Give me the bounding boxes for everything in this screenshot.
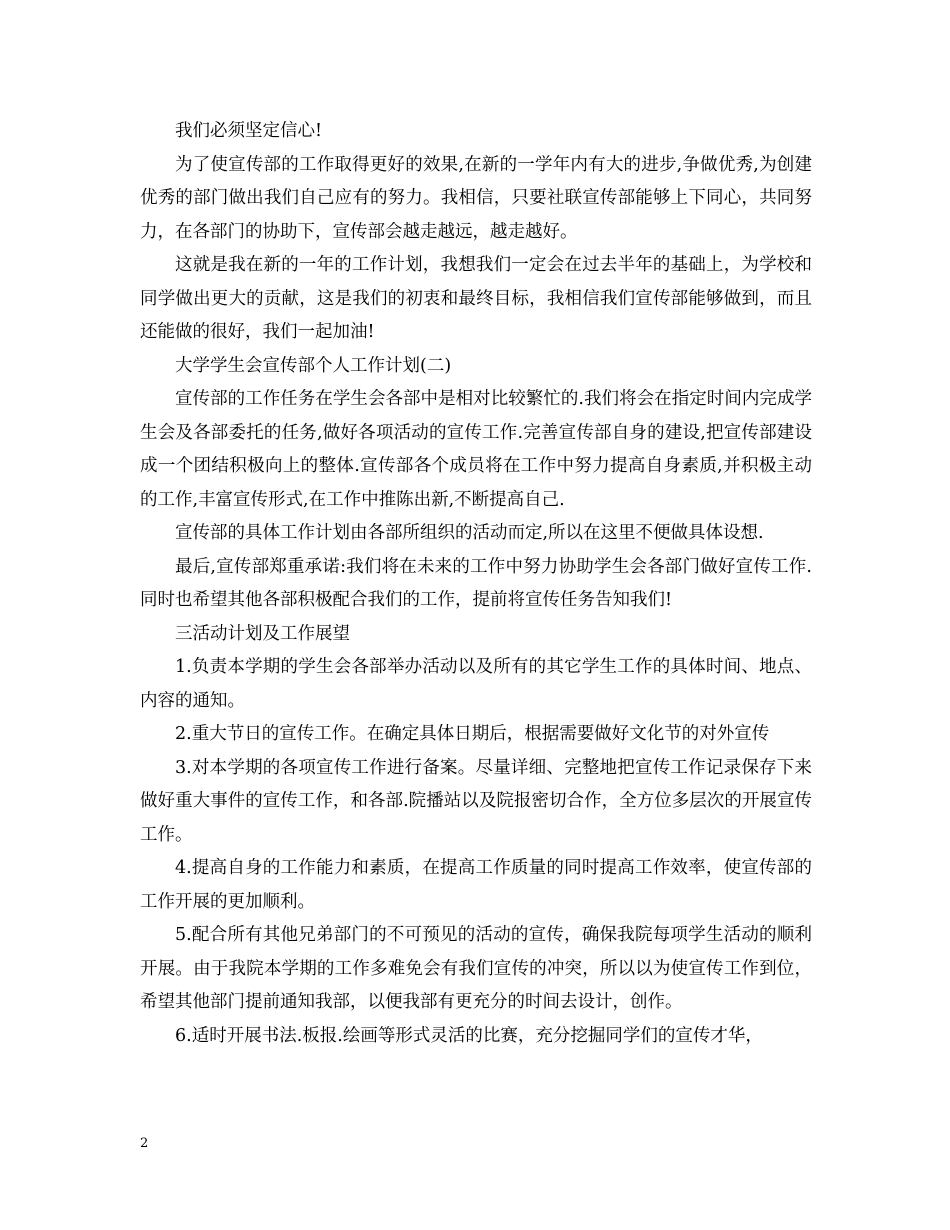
paragraph-3: 这就是我在新的一年的工作计划，我想我们一定会在过去半年的基础上，为学校和同学做出更大的贡献，这是我们的初衷和最终目标，我相信我们宣传部能够做到，而且还能做的很好，我们一起加油!	[140, 255, 812, 342]
paragraph-7: 最后,宣传部郑重承诺:我们将在未来的工作中努力协助学生会各部门做好宣传工作.同时也希望其他各部积极配合我们的工作，提前将宣传任务告知我们!	[140, 556, 812, 610]
list-item-5: 5.配合所有其他兄弟部门的不可预见的活动的宣传，确保我院每项学生活动的顺利开展。由于我院本学期的工作多难免会有我们宣传的冲突，所以以为使宣传工作到位，希望其他部门提前通知我部，以便我部有更充分的时间去设计，创作。	[140, 925, 812, 1012]
list-item-6: 6.适时开展书法.板报.绘画等形式灵活的比赛，充分挖掘同学们的宣传才华，	[175, 1025, 763, 1046]
paragraph-5: 宣传部的工作任务在学生会各部中是相对比较繁忙的.我们将会在指定时间内完成学生会及各部委托的任务,做好各项活动的宣传工作.完善宣传部自身的建设,把宣传部建设成一个团结积极向上的整体.宣传部各个成员将在工作中努力提高自身素质,并积极主动的工作,丰富宣传形式,在工作中推陈出新,不断提高自己.	[140, 389, 812, 510]
paragraph-2: 为了使宣传部的工作取得更好的效果,在新的一学年内有大的进步,争做优秀,为创建优秀的部门做出我们自己应有的努力。我相信，只要社联宣传部能够上下同心，共同努力，在各部门的协助下，宣传部会越走越远，越走越好。	[140, 154, 812, 242]
list-item-3: 3.对本学期的各项宣传工作进行备案。尽量详细、完整地把宣传工作记录保存下来做好重大事件的宣传工作，和各部.院播站以及院报密切合作，全方位多层次的开展宣传工作。	[140, 757, 812, 845]
section-heading-activity-plan: 三活动计划及工作展望	[175, 623, 350, 644]
section-heading-plan-two: 大学学生会宣传部个人工作计划(二)	[175, 355, 452, 376]
document-body	[140, 115, 812, 1053]
list-item-2: 2.重大节日的宣传工作。在确定具体日期后，根据需要做好文化节的对外宣传	[175, 724, 770, 744]
list-item-4: 4.提高自身的工作能力和素质，在提高工作质量的同时提高工作效率，使宣传部的工作开展的更加顺利。	[140, 858, 812, 912]
paragraph-6: 宣传部的具体工作计划由各部所组织的活动而定,所以在这里不便做具体设想.	[175, 523, 764, 543]
page-number: 2	[140, 1136, 149, 1151]
list-item-1: 1.负责本学期的学生会各部举办活动以及所有的其它学生工作的具体时间、地点、内容的通知。	[140, 657, 812, 711]
paragraph-1: 我们必须坚定信心!	[175, 121, 323, 141]
